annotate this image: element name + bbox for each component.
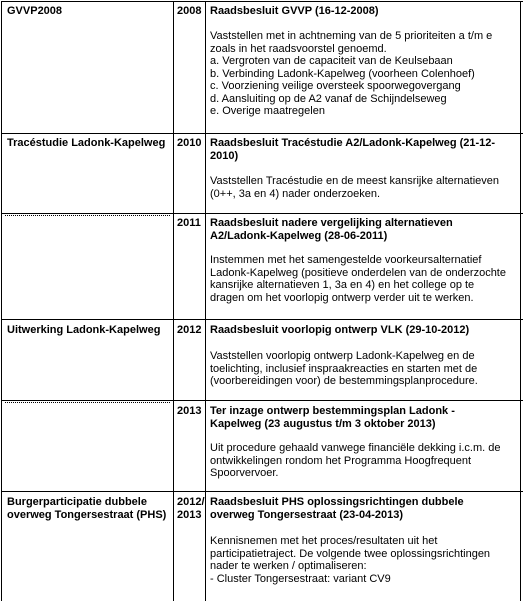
row-divider (1, 400, 523, 401)
body-line: participatietraject. De volgende twee oplossingsrichtingen (210, 547, 491, 560)
table-border-left (1, 1, 2, 601)
body-line: Uit procedure gehaald vanwege financiële dekking i.c.m. de (210, 442, 501, 454)
label-line: overweg Tongersestraat (PHS) (7, 508, 167, 521)
row-year: 2012 (177, 324, 202, 336)
row-label: GVVP2008 (7, 5, 63, 17)
body-line: (voorbereidingen voor) de bestemmingsplanprocedure. (210, 375, 478, 387)
decision-body (210, 254, 516, 304)
decision-heading: Raadsbesluit GVVP (16-12-2008) (210, 5, 379, 17)
row-divider (1, 213, 523, 214)
body-line: b. Verbinding Ladonk-Kapelweg (voorheen Colenhoef) (210, 67, 475, 80)
body-line: ontwikkelingen rondom het Programma Hoogfrequent (210, 454, 472, 467)
heading-line: Kapelweg (23 augustus t/m 3 oktober 2013) (210, 417, 436, 430)
body-line: c. Voorziening veilige oversteek spoorwegovergang (210, 80, 461, 92)
row-year: 2013 (177, 405, 202, 417)
body-line: Ladonk-Kapelweg (positieve onderdelen van de onderzochte (210, 266, 506, 279)
body-line: toelichting, inclusief inspraakreacties en starten met de (210, 362, 478, 375)
table-border-right (520, 1, 521, 601)
body-line: kansrijke alternatieven 1, 3a en 4) en het college op te (210, 279, 475, 291)
body-line: zoals in het raadsvoorstel genoemd. (210, 42, 387, 55)
row-divider (1, 491, 523, 492)
heading-line: Raadsbesluit Tracéstudie A2/Ladonk-Kapelweg (21-12- (210, 137, 496, 149)
table-border-top (1, 1, 523, 2)
heading-line: overweg Tongersestraat (23-04-2013) (210, 508, 403, 521)
year-line: 2013 (177, 508, 202, 521)
row-year (177, 496, 207, 521)
body-line: d. Aansluiting op de A2 vanaf de Schijndelseweg (210, 92, 447, 105)
heading-line: A2/Ladonk-Kapelweg (28-06-2011) (210, 229, 388, 242)
decision-body (210, 350, 516, 388)
body-line: e. Overige maatregelen (210, 105, 325, 117)
label-line: Burgerparticipatie dubbele (7, 496, 147, 508)
body-line: - Cluster Tongersestraat: variant CV9 (210, 572, 391, 585)
body-line: nader te werken / optimaliseren: (210, 560, 367, 572)
decision-heading (210, 137, 516, 162)
row-label (7, 496, 169, 521)
body-line: a. Vergroten van de capaciteit van de Keulsebaan (210, 55, 453, 67)
decision-body (210, 175, 516, 200)
decision-body (210, 535, 516, 585)
heading-line: 2010) (210, 149, 239, 162)
row-year: 2011 (177, 217, 201, 229)
decision-body (210, 30, 516, 118)
column-divider-1 (173, 1, 174, 601)
body-line: (0++, 3a en 4) nader onderzoeken. (210, 187, 381, 200)
dotted-separator (5, 402, 170, 403)
row-year: 2008 (177, 5, 202, 17)
decisions-table (1, 1, 523, 601)
row-divider (1, 319, 523, 320)
body-line: Spoorvervoer. (210, 467, 279, 479)
body-line: Kennisnemen met het proces/resultaten uit het (210, 535, 438, 547)
body-line: Instemmen met het samengestelde voorkeursalternatief (210, 254, 482, 266)
decision-heading (210, 496, 516, 521)
decision-body (210, 442, 516, 480)
decision-heading (210, 217, 516, 242)
body-line: Vaststellen Tracéstudie en de meest kansrijke alternatieven (210, 175, 500, 187)
row-label: Tracéstudie Ladonk-Kapelweg (7, 137, 166, 149)
heading-line: Raadsbesluit nadere vergelijking alternatieven (210, 217, 453, 229)
heading-line: Raadsbesluit PHS oplossingsrichtingen dubbele (210, 496, 464, 508)
body-line: Vaststellen met in achtneming van de 5 prioriteiten a t/m e (210, 30, 493, 42)
row-year: 2010 (177, 137, 202, 149)
decision-heading (210, 405, 516, 430)
row-divider (1, 133, 523, 134)
year-line: 2012/ (177, 496, 205, 508)
body-line: Vaststellen voorlopig ontwerp Ladonk-Kapelweg en de (210, 350, 475, 362)
decision-heading: Raadsbesluit voorlopig ontwerp VLK (29-10-2012) (210, 324, 470, 336)
body-line: dragen om het voorlopig ontwerp verder uit te werken. (210, 291, 474, 304)
dotted-separator (5, 215, 170, 216)
heading-line: Ter inzage ontwerp bestemmingsplan Ladonk - (210, 405, 455, 417)
row-label: Uitwerking Ladonk-Kapelweg (7, 324, 161, 336)
